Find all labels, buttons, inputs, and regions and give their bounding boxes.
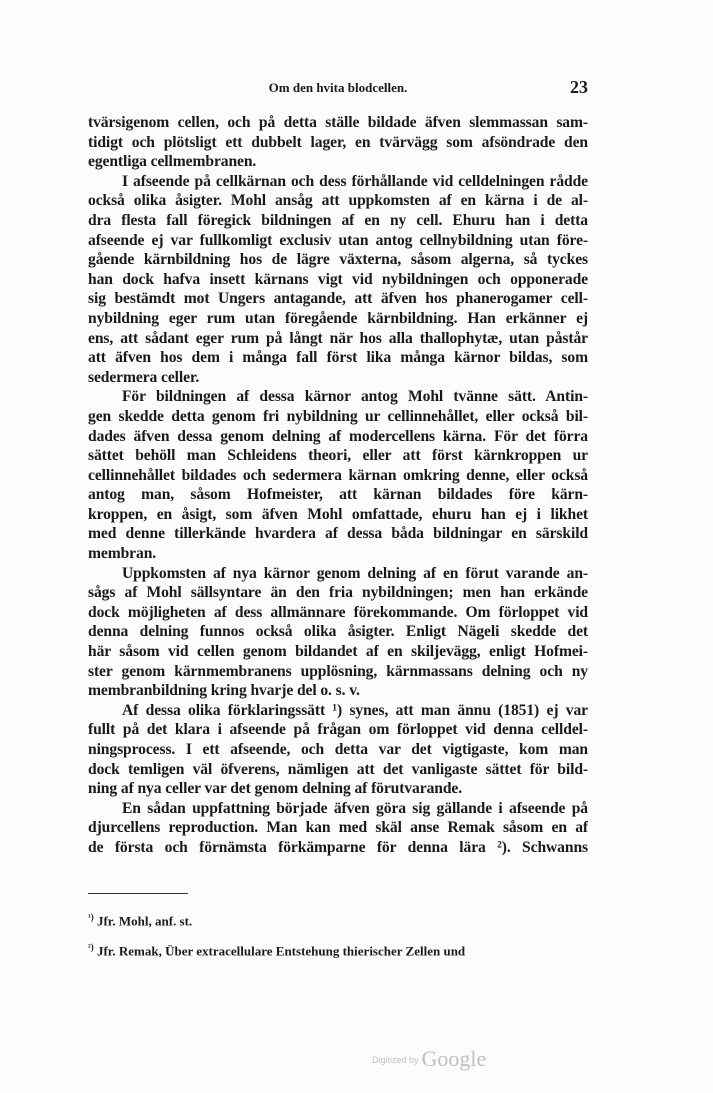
text-line: dock temligen väl öfverens, nämligen att det vanligaste sättet för bild- (88, 760, 588, 778)
text-line: sedermera celler. (88, 368, 200, 386)
footnote-mark: ²) (88, 942, 94, 953)
text-line: denna delning funnos också olika åsigter. Enligt Nägeli skedde det (88, 623, 588, 641)
text-line: att äfven hos dem i många fall först lika många kärnor bildas, som (88, 349, 588, 367)
text-line: egentliga cellmembranen. (88, 153, 257, 171)
text-line: afseende ej var fullkomligt exclusiv utan antog cellnybildning utan före- (88, 231, 588, 249)
running-title: Om den hvita blodcellen. (268, 80, 408, 95)
text-line: ning af nya celler var det genom delning af förutvarande. (88, 780, 463, 798)
text-line: membranbildning kring hvarje del o. s. v. (88, 682, 360, 700)
text-line: med denne tillerkände hvardera af dessa båda bildningar en särskild (88, 525, 588, 543)
footnote (88, 904, 588, 934)
digitized-watermark (372, 1046, 486, 1074)
page-header (88, 77, 588, 102)
text-line: sågs af Mohl sällsyntare än den fria nybildningen; men han erkände (88, 584, 588, 602)
text-line: Uppkomsten af nya kärnor genom delning af en förut varande an- (122, 564, 588, 582)
text-line: tidigt och plötsligt ett dubbelt lager, en tvärvägg som afsöndrade den (88, 133, 588, 151)
text-line: de första och förnämsta förkämparne för denna lära ²). Schwanns (88, 838, 588, 856)
text-line: För bildningen af dessa kärnor antog Mohl tvänne sätt. Antin- (122, 388, 588, 406)
text-line: dock möjligheten af dess allmännare förekommande. Om förloppet vid (88, 603, 588, 621)
text-line: nybildning eger rum utan föregående kärnbildning. Han erkänner ej (88, 309, 588, 327)
footnote-mark: ¹) (88, 912, 94, 922)
body-text (88, 113, 588, 858)
text-line: tvärsigenom cellen, och på detta ställe bildade äfven slemmassan sam- (88, 114, 588, 131)
footnote-divider (88, 893, 188, 894)
text-line: gen skedde detta genom fri nybildning ur cellinnehållet, eller också bil- (88, 407, 588, 425)
text-line: också olika åsigter. Mohl ansåg att uppkomsten af en kärna i de al- (88, 192, 588, 210)
text-line: djurcellens reproduction. Man kan med skäl anse Remak såsom en af (88, 819, 588, 837)
text-line: kroppen, en åsigt, som äfven Mohl omfattade, ehuru han ej i likhet (88, 505, 588, 523)
text-line: Af dessa olika förklaringssätt ¹) synes, att man ännu (1851) ej var (122, 701, 588, 719)
text-line: han dock hafva insett kärnans vigt vid nybildningen och opponerade (88, 270, 588, 288)
text-line: fullt på det klara i afseende på frågan om förloppet vid denna celldel- (88, 721, 588, 739)
text-line: antog man, såsom Hofmeister, att kärnan bildades före kärn- (88, 486, 588, 504)
google-logo: Google (421, 1046, 487, 1071)
footnote (88, 934, 588, 964)
page-number: 23 (570, 77, 588, 97)
text-line: gående kärnbildning hos de lägre växterna, såsom algerna, så tyckes (88, 251, 588, 269)
text-line: En sådan uppfattning började äfven göra sig gällande i afseende på (122, 799, 588, 817)
text-line: här såsom vid cellen genom bildandet af en skiljevägg, enligt Hofmei- (88, 643, 588, 661)
text-line: membran. (88, 545, 157, 563)
text-line: dades äfven dessa genom delning af modercellens kärna. För det förra (88, 427, 588, 445)
footnote-text: Jfr. Remak, Über extracellulare Entstehung thierischer Zellen und (96, 943, 466, 959)
watermark-digitized-text: Digitized by (372, 1055, 419, 1065)
text-line: ster genom kärnmembranens upplösning, kärnmassans delning och ny (88, 662, 588, 680)
text-line: ningsprocess. I ett afseende, och detta var det vigtigaste, kom man (88, 741, 588, 758)
text-line: dra flesta fall föregick bildningen af en ny cell. Ehuru han i detta (88, 211, 588, 229)
text-line: I afseende på cellkärnan och dess förhållande vid celldelningen rådde (122, 172, 588, 190)
text-line: sättet behöll man Schleidens theori, eller att först kärnkroppen ur (88, 447, 588, 465)
text-line: cellinnehållet bildades och sedermera kärnan omkring denne, eller också (88, 466, 588, 484)
footnote-text: Jfr. Mohl, anf. st. (96, 913, 193, 929)
text-line: ens, att sådant eger rum på långt när hos alla thallophytæ, utan påstår (88, 329, 588, 347)
text-line: sig bestämdt mot Ungers antagande, att äfven hos phanerogamer cell- (88, 290, 588, 308)
footnotes (88, 904, 588, 965)
